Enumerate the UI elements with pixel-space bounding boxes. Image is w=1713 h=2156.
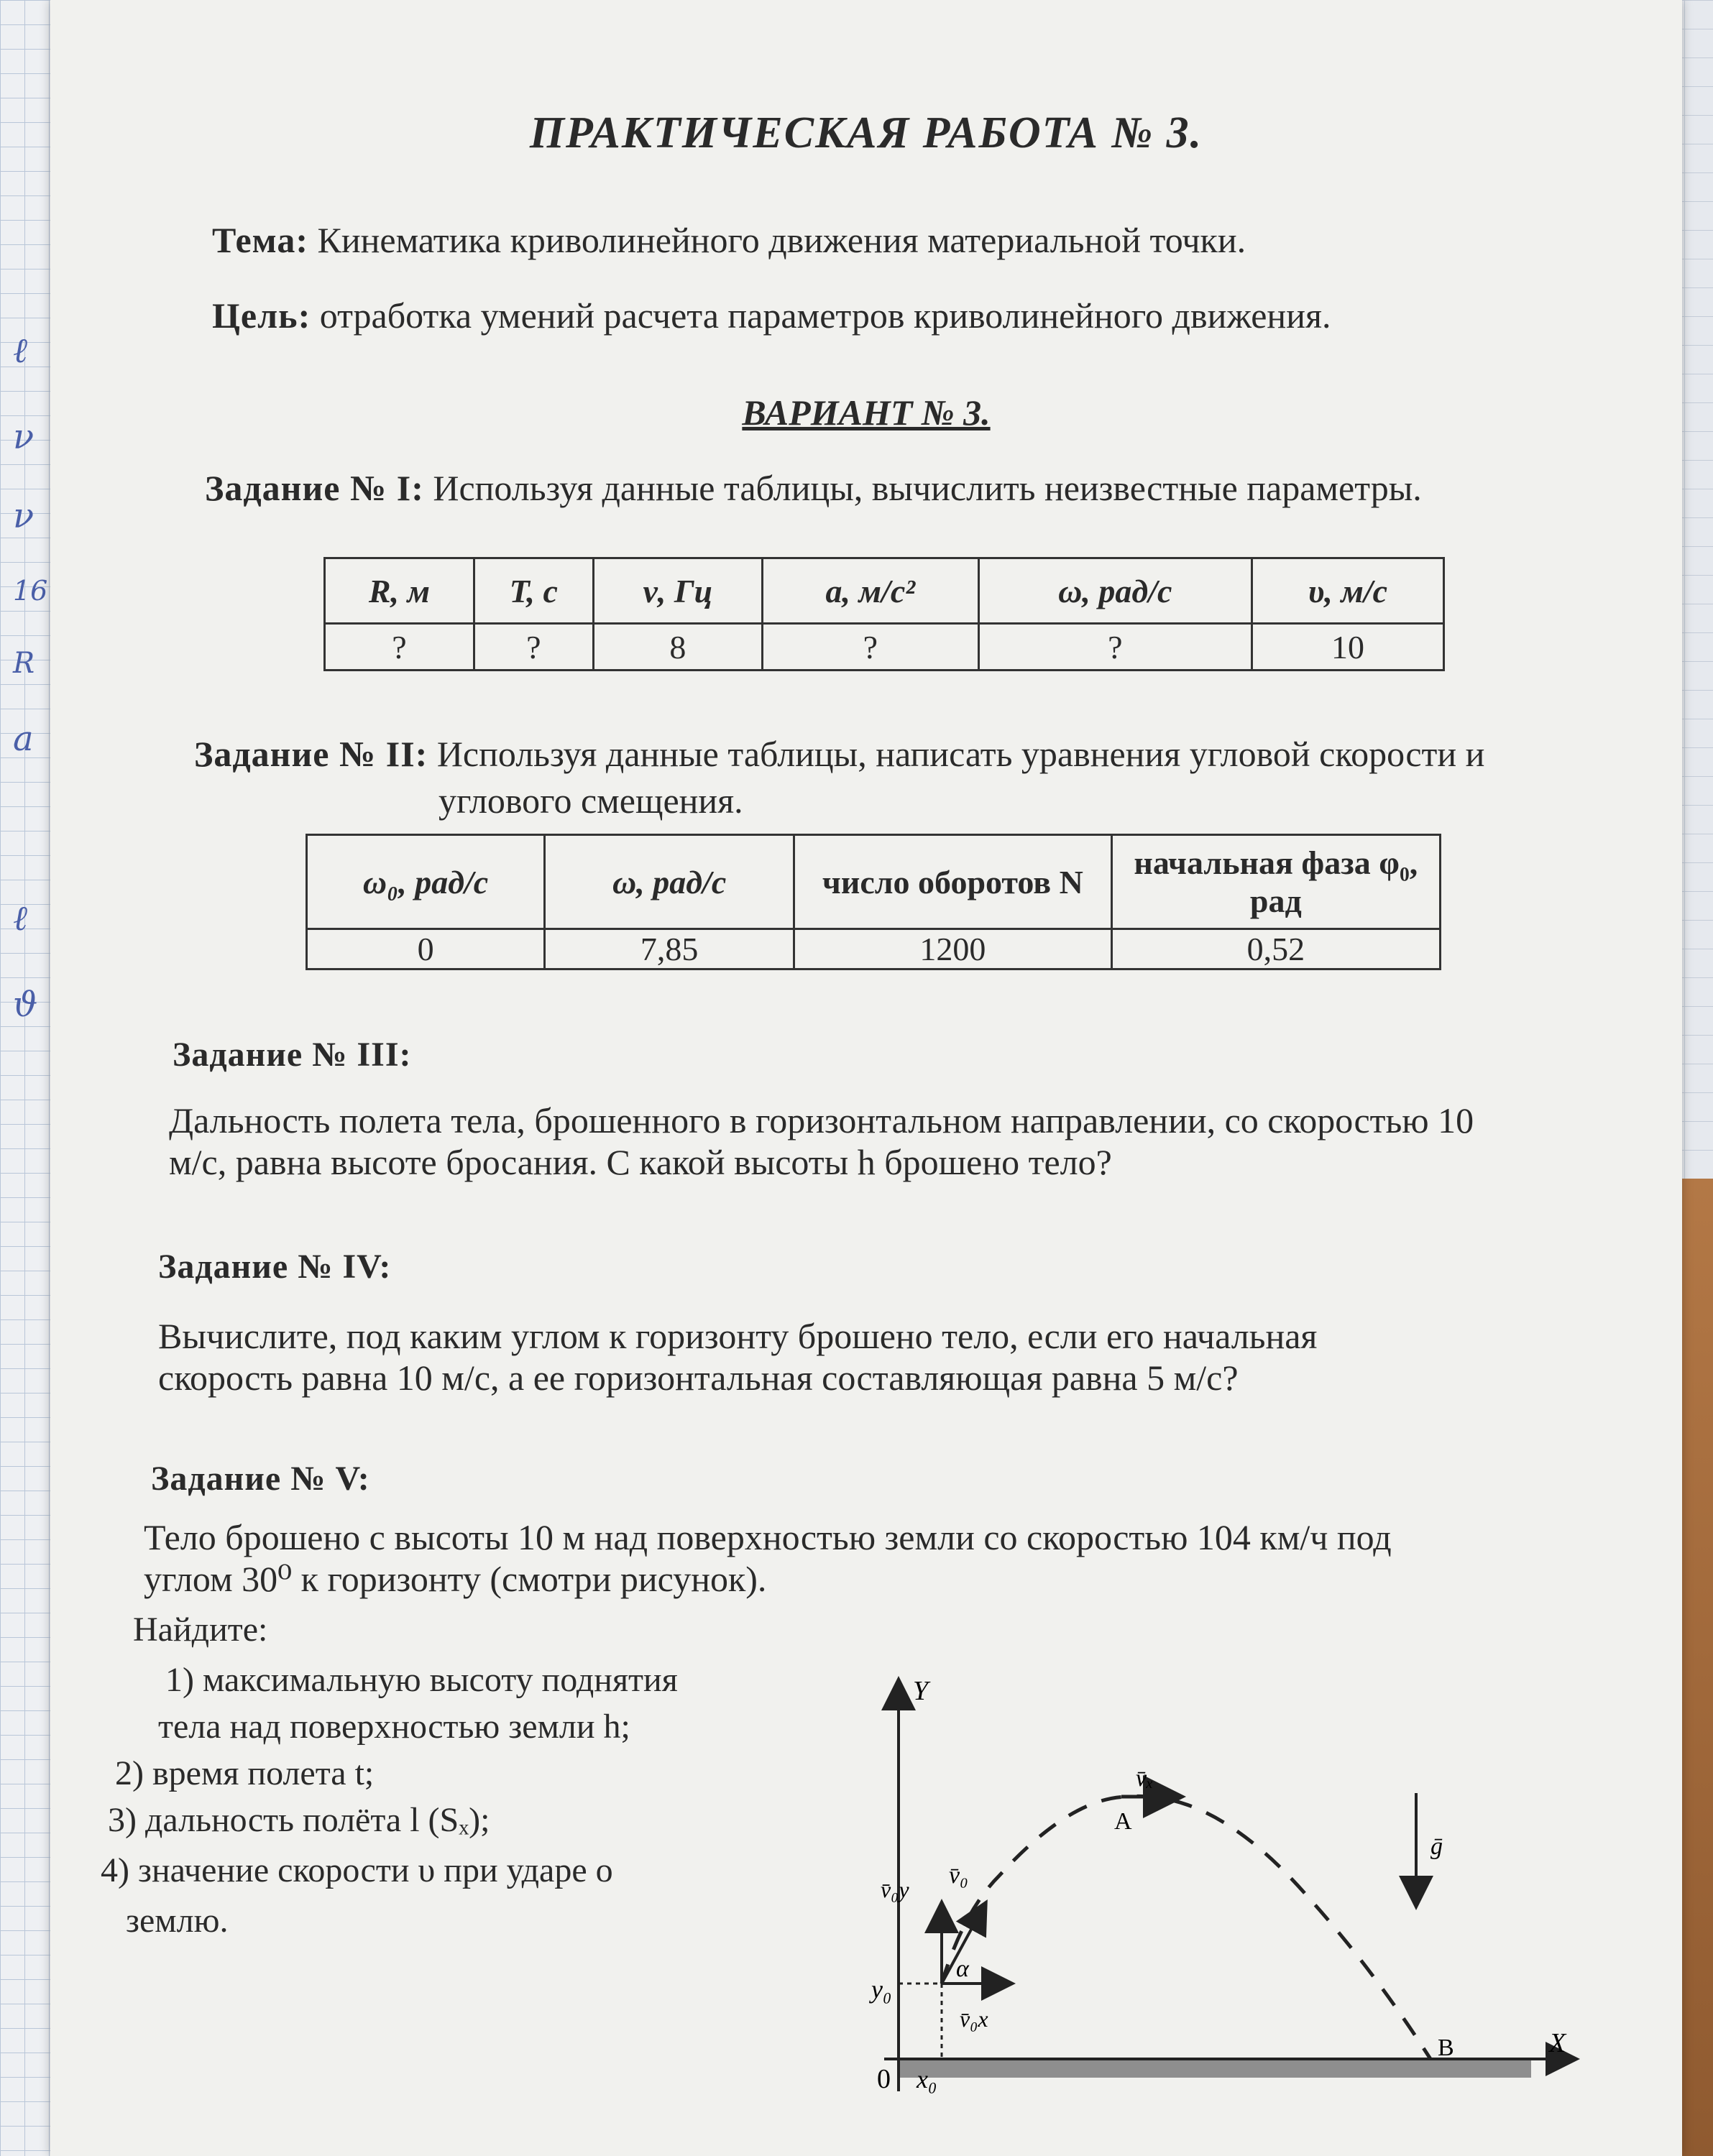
origin-label: 0 [877, 2064, 891, 2094]
task2-line [194, 733, 1484, 775]
task5-line2: углом 30⁰ к горизонту (смотри рисунок). [144, 1559, 767, 1599]
task5-line1: Тело брошено с высоты 10 м над поверхностью земли со скоростью 104 км/ч под [144, 1517, 1392, 1557]
task4-line2: скорость равна 10 м/с, а ее горизонтальная составляющая равна 5 м/с? [158, 1358, 1239, 1398]
list-item: землю. [126, 1902, 229, 1940]
header-cell: R, м [325, 558, 474, 624]
header-cell: ω, рад/с [545, 835, 794, 929]
task3-line1: Дальность полета тела, брошенного в горизонтальном направлении, со скоростью 10 [169, 1100, 1474, 1141]
table-cell: ? [325, 624, 474, 671]
vx-label: v̄ₓ [1136, 1765, 1154, 1792]
margin-mark: ϑ [13, 985, 38, 1025]
topic-label: Тема: [212, 220, 309, 260]
y-axis-label: Y [913, 1676, 929, 1706]
task4-line1: Вычислите, под каким углом к горизонту брошено тело, если его начальная [158, 1316, 1318, 1356]
ground-hatching [899, 2059, 1531, 2078]
task3-line2: м/с, равна высоте бросания. С какой высоты h брошено тело? [169, 1142, 1112, 1182]
table-row [307, 929, 1441, 969]
task5-label: Задание № V: [151, 1460, 370, 1498]
x0-label: x₀ [917, 2065, 937, 2093]
table-header-row [307, 835, 1441, 929]
header-cell: начальная фаза φ₀, рад [1111, 835, 1440, 929]
task2-label: Задание № II: [194, 734, 428, 774]
header-cell: ν, Гц [593, 558, 762, 624]
margin-mark: R [13, 647, 35, 680]
table-cell: 7,85 [545, 929, 794, 969]
table-row [325, 624, 1444, 671]
margin-mark: a [13, 719, 34, 759]
goal-label: Цель: [212, 295, 311, 336]
table-cell: 1200 [794, 929, 1112, 969]
header-cell: ω, рад/с [978, 558, 1252, 624]
task5-find: Найдите: [133, 1611, 268, 1649]
table-cell: 10 [1252, 624, 1443, 671]
task3-text [169, 1100, 1599, 1183]
margin-mark: ℓ [13, 898, 27, 939]
point-b-label: B [1438, 2035, 1454, 2061]
v0x-label: v̄₀x [960, 2006, 988, 2032]
variant-heading: ВАРИАНТ № 3. [742, 392, 991, 433]
task1-line [205, 467, 1422, 509]
topic-text: Кинематика криволинейного движения материальной точки. [317, 220, 1246, 260]
task1-text: Используя данные таблицы, вычислить неизвестные параметры. [433, 468, 1422, 508]
list-item: 2) время полета t; [115, 1754, 375, 1792]
v0y-label: v̄₀y [881, 1876, 909, 1902]
task2-table [306, 834, 1441, 970]
table-cell: 0,52 [1111, 929, 1440, 969]
v0-label: v̄₀ [949, 1862, 968, 1889]
list-item: тела над поверхностью земли h; [158, 1708, 630, 1746]
margin-mark: ℓ [13, 331, 27, 371]
header-cell: υ, м/с [1252, 558, 1443, 624]
list-item: 1) максимальную высоту поднятия [165, 1661, 678, 1699]
list-item: 3) дальность полёта l (Sₓ); [108, 1801, 490, 1839]
task3-label: Задание № III: [173, 1036, 412, 1074]
task1-label: Задание № I: [205, 468, 424, 508]
margin-mark: ν [13, 417, 35, 457]
g-label: ḡ [1430, 1833, 1443, 1860]
task2-text-line1: Используя данные таблицы, написать уравнения угловой скорости и [436, 734, 1485, 774]
table-cell: 8 [593, 624, 762, 671]
task4-text [158, 1315, 1596, 1399]
goal-text: отработка умений расчета параметров криволинейного движения. [319, 295, 1331, 336]
task1-table [323, 557, 1445, 671]
point-a-label: A [1114, 1808, 1132, 1835]
table-cell: ? [474, 624, 593, 671]
x-axis-label: X [1549, 2028, 1566, 2058]
table-cell: ? [762, 624, 978, 671]
worksheet-paper [50, 0, 1682, 2156]
table-cell: ? [978, 624, 1252, 671]
margin-mark: 16 [13, 575, 48, 607]
alpha-label: α [956, 1955, 969, 1982]
header-cell: T, с [474, 558, 593, 624]
header-cell: a, м/с² [762, 558, 978, 624]
page-title: ПРАКТИЧЕСКАЯ РАБОТА № 3. [529, 109, 1203, 157]
header-cell: число оборотов N [794, 835, 1112, 929]
task2-text-line2: углового смещения. [438, 780, 743, 821]
header-cell: ω₀, рад/с [307, 835, 545, 929]
goal-line [212, 295, 1331, 336]
table-header-row [325, 558, 1444, 624]
task4-label: Задание № IV: [158, 1248, 392, 1286]
projectile-diagram [841, 1667, 1596, 2127]
topic-line [212, 219, 1246, 261]
table-cell: 0 [307, 929, 545, 969]
y0-label: y₀ [871, 1975, 892, 2004]
trajectory-curve [942, 1796, 1430, 2059]
list-item: 4) значение скорости υ при ударе о [101, 1851, 613, 1889]
task5-text [144, 1516, 1610, 1600]
margin-mark: ν [13, 496, 35, 536]
